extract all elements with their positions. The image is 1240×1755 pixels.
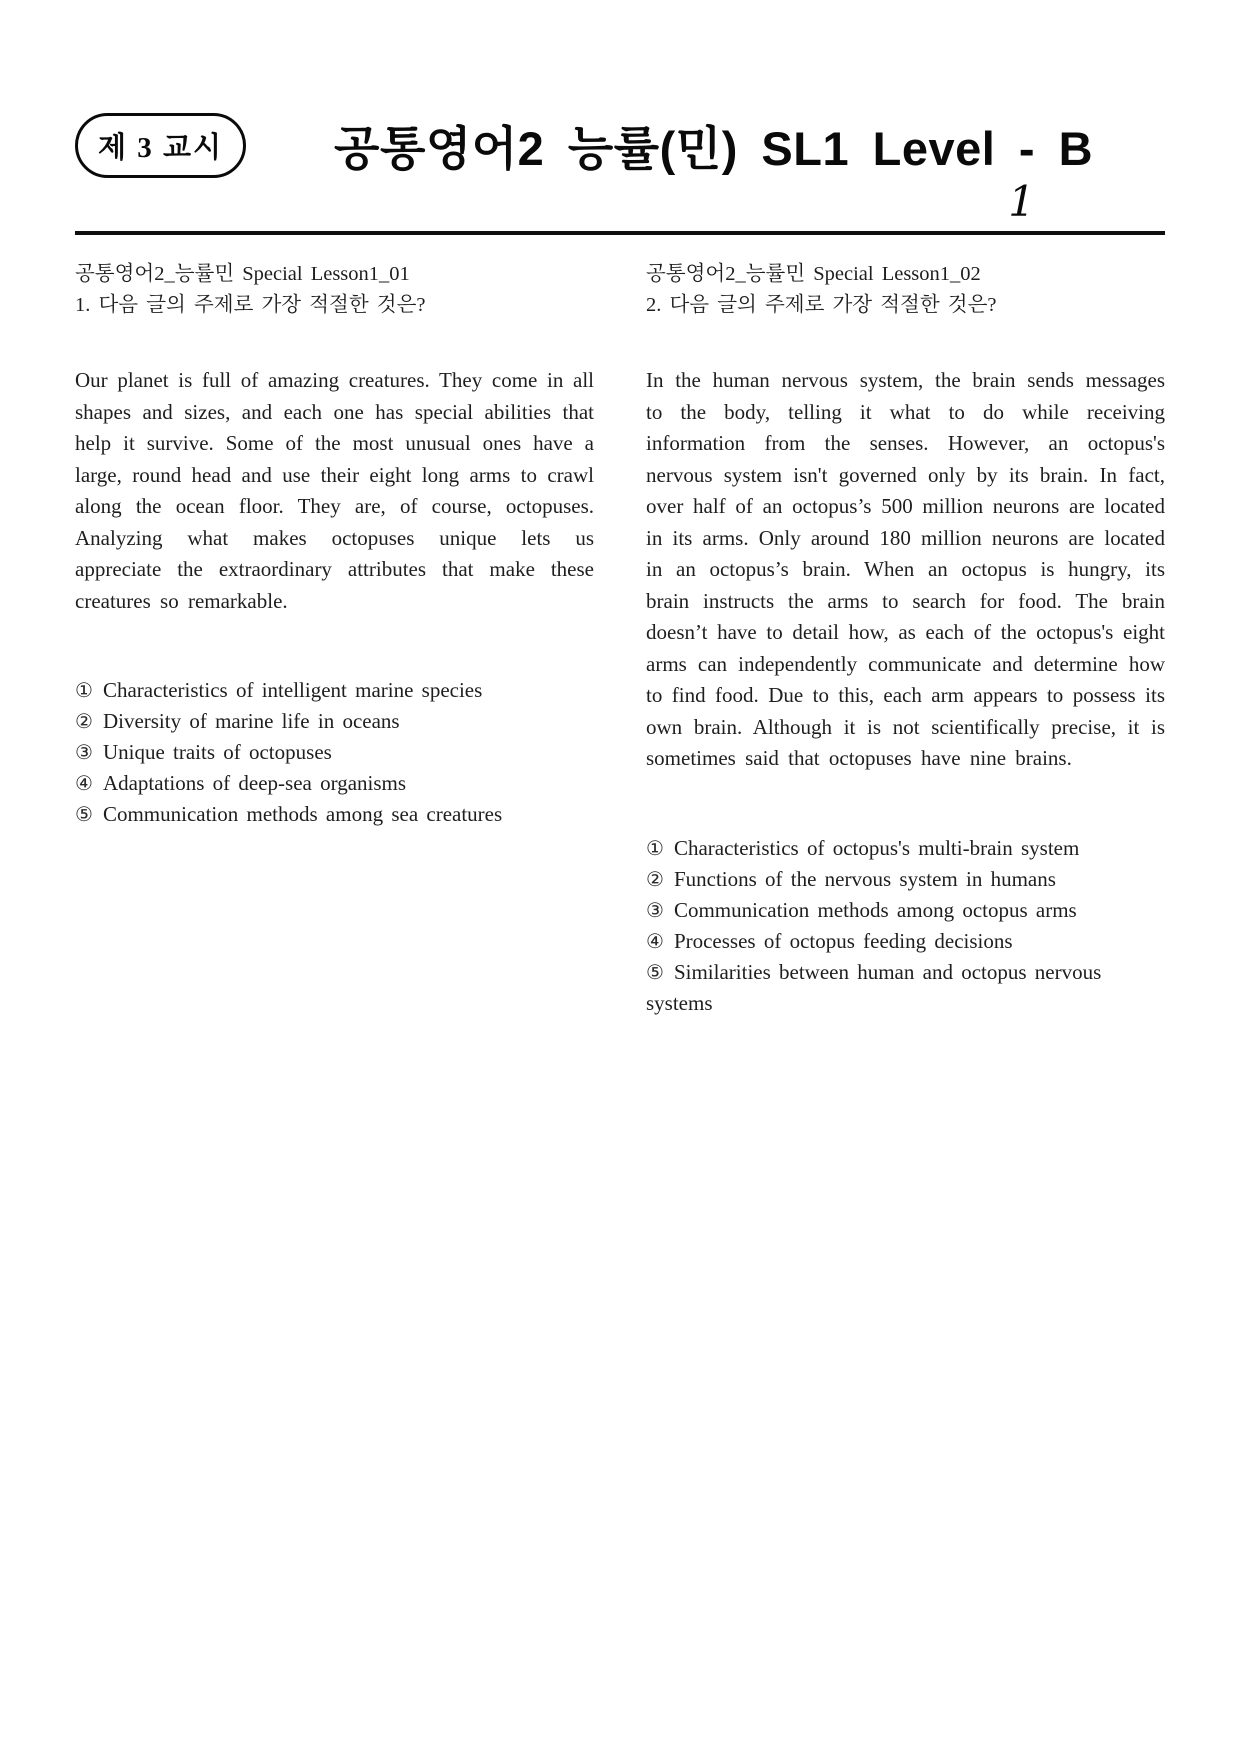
period-badge: 제 3 교시 [75, 113, 246, 178]
choice-marker: ④ [646, 928, 664, 953]
page-number: 1 [1008, 177, 1035, 226]
choice [646, 926, 1165, 957]
choice-marker: ① [646, 835, 664, 860]
page-title: 공통영어2 능률(민) SL1 Level - B [334, 122, 1094, 175]
choice-text: Diversity of marine life in oceans [102, 709, 400, 733]
question-1-passage: Our planet is full of amazing creatures. They come in all shapes and sizes, and each one has special abilities that help it survive. Some of the most unusual ones have a large, round head and use their eight long arms to crawl along the ocean floor. They are, of course, octopuses. Analyzing what makes octopuses unique lets us appreciate the extraordinary attributes that make these creatures so remarkable. [75, 368, 594, 613]
choice [75, 768, 594, 799]
page-header [0, 0, 1240, 235]
choice-text: Processes of octopus feeding decisions [673, 928, 1013, 953]
question-2-prompt: 2. 다음 글의 주제로 가장 적절한 것은? [646, 294, 997, 316]
question-1-prompt: 1. 다음 글의 주제로 가장 적절한 것은? [75, 294, 426, 316]
choice-marker: ⑤ [75, 802, 93, 826]
choice-text: Communication methods among octopus arms [673, 897, 1077, 922]
question-block-1 [75, 259, 594, 1019]
choice [75, 737, 594, 768]
choice-text: Unique traits of octopuses [102, 740, 332, 764]
choice [646, 957, 1165, 1019]
choice-text: Characteristics of intelligent marine species [102, 678, 483, 702]
choice-text: Adaptations of deep-sea organisms [102, 771, 407, 795]
choice [75, 675, 594, 706]
choice-marker: ② [646, 866, 664, 891]
choice [646, 895, 1165, 926]
choice [75, 706, 594, 737]
choice-marker: ④ [75, 771, 93, 795]
choice [646, 833, 1165, 864]
question-2-passage: In the human nervous system, the brain sends messages to the body, telling it what to do while receiving information from the senses. However, an octopus's nervous system isn't governed only by its brain. In fact, over half of an octopus’s 500 million neurons are located in its arms. Only around 180 million neurons are located in an octopus’s brain. When an octopus is hungry, its brain instructs the arms to search for food. The brain doesn’t have to detail how, as each of the octopus's eight arms can independently communicate and determine how to find food. Due to this, each arm appears to possess its own brain. Although it is not scientifically precise, it is sometimes said that octopuses have nine brains. [646, 368, 1165, 770]
question-2-choice-list [646, 833, 1165, 1019]
choice-marker: ⑤ [646, 959, 664, 984]
header-row [0, 0, 1240, 179]
choice-marker: ① [75, 678, 93, 702]
choice-marker: ③ [75, 740, 93, 764]
choice-marker: ③ [646, 897, 664, 922]
choice-text: Characteristics of octopus's multi-brain system [673, 835, 1080, 860]
choice-text: Functions of the nervous system in humans [673, 866, 1056, 891]
question-1-choice-list [75, 675, 594, 830]
question-block-2 [646, 259, 1165, 1019]
choice-text: Similarities between human and octopus nervous systems [646, 959, 1102, 1015]
choice [646, 864, 1165, 895]
choice-text: Communication methods among sea creatures [102, 802, 503, 826]
choice [75, 799, 594, 830]
question-1-source: 공통영어2_능률민 Special Lesson1_01 [75, 263, 410, 285]
content-columns [0, 235, 1240, 1019]
question-2-source: 공통영어2_능률민 Special Lesson1_02 [646, 263, 981, 285]
choice-marker: ② [75, 709, 93, 733]
